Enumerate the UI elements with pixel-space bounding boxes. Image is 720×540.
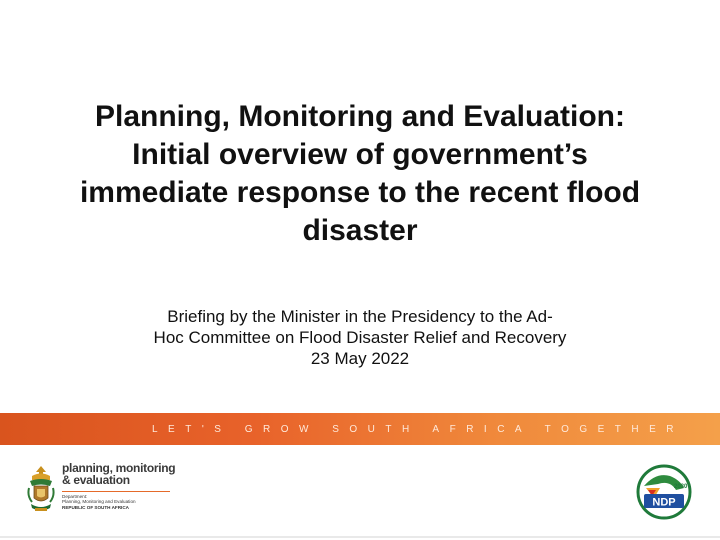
subtitle-line: Briefing by the Minister in the Presidency to the Ad- xyxy=(167,307,553,326)
dept-name xyxy=(62,462,175,486)
dept-subtext-line: Planning, Monitoring and Evaluation xyxy=(62,499,136,505)
south-africa-coat-of-arms-icon xyxy=(26,464,56,514)
title-line: immediate response to the recent flood xyxy=(79,176,641,209)
dept-subtext xyxy=(62,494,136,510)
ndp-year: 2030 xyxy=(674,484,688,490)
ndp-label: NDP xyxy=(652,496,676,509)
slide-title xyxy=(40,98,680,250)
ndp-2030-logo-icon xyxy=(636,464,692,520)
subtitle-date: 23 May 2022 xyxy=(310,349,410,368)
slide-subtitle xyxy=(60,306,660,369)
footer-divider xyxy=(0,536,720,538)
dept-name-line: & evaluation xyxy=(62,473,130,487)
dpme-logo xyxy=(22,462,182,518)
title-line: Initial overview of government’s xyxy=(132,138,588,171)
dept-name-line: planning, monitoring xyxy=(62,461,176,475)
dept-subtext-line: REPUBLIC OF SOUTH AFRICA xyxy=(62,504,129,510)
dept-subtext-line: Department: xyxy=(62,494,88,499)
slogan-banner xyxy=(0,413,720,445)
slogan-text: LET'S GROW SOUTH AFRICA TOGETHER xyxy=(152,423,685,435)
title-line: disaster xyxy=(302,214,418,247)
title-line: Planning, Monitoring and Evaluation: xyxy=(95,100,625,133)
subtitle-line: Hoc Committee on Flood Disaster Relief and Recovery xyxy=(153,328,567,347)
dept-divider xyxy=(62,491,170,492)
